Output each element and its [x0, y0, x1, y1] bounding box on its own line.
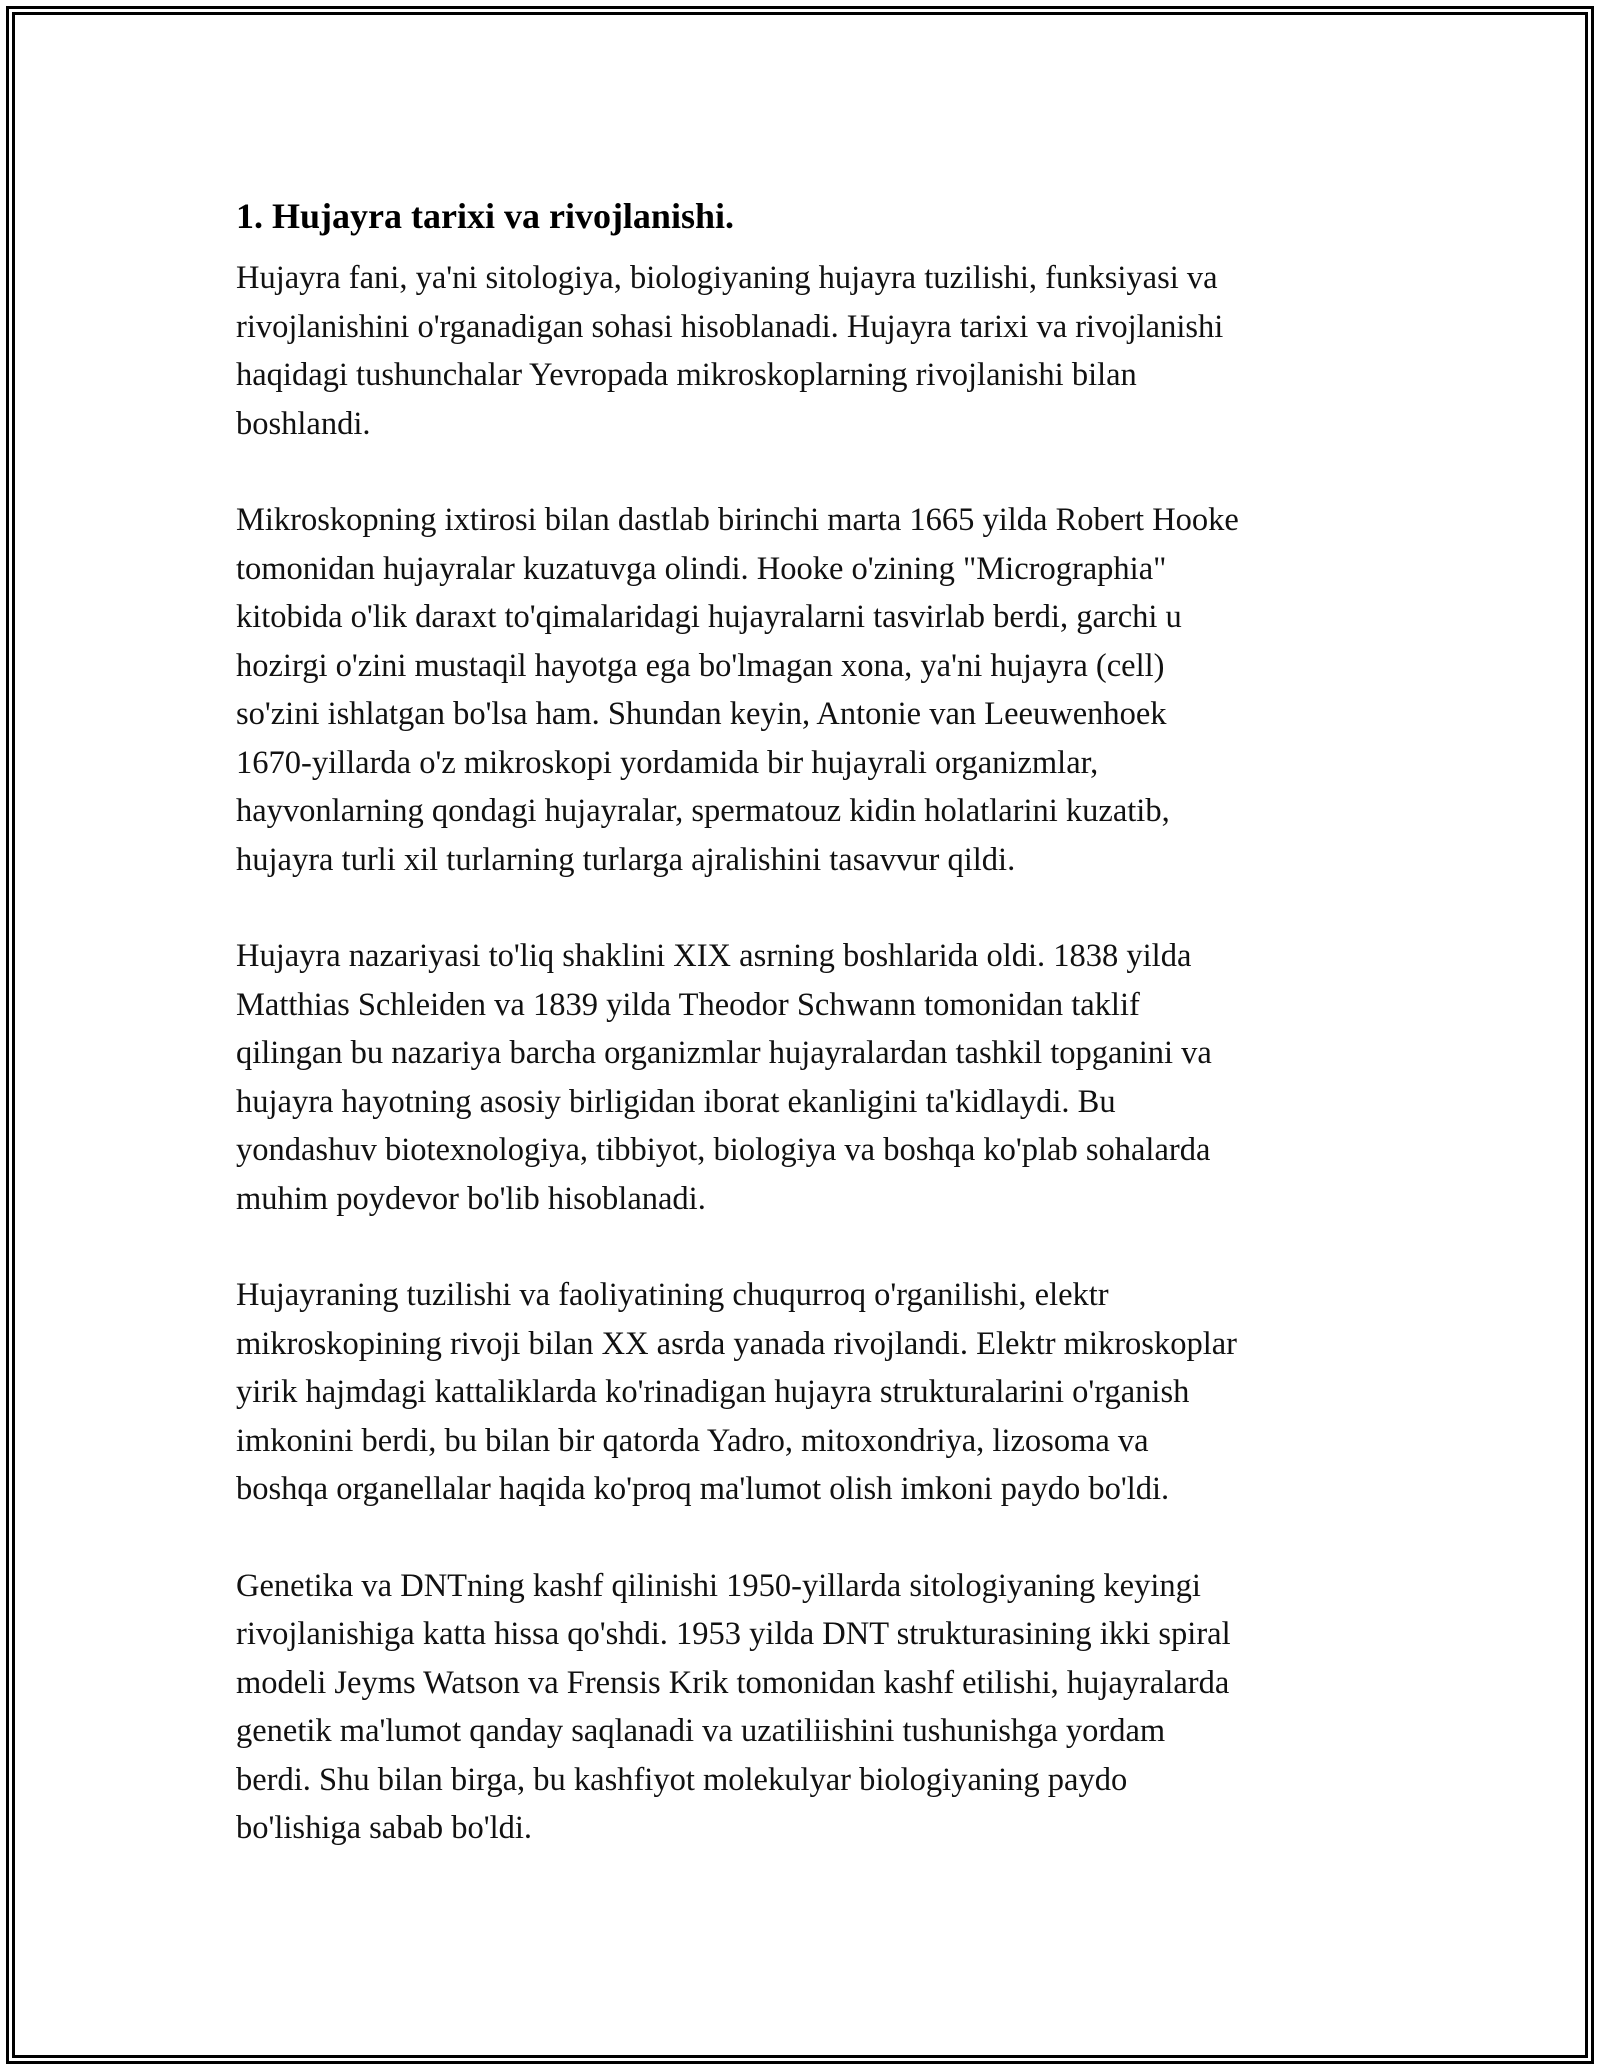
document-body: [236, 190, 1376, 1853]
paragraph-line: yondashuv biotexnologiya, tibbiyot, biologiya va boshqa ko'plab sohalarda: [236, 1132, 1211, 1168]
paragraph-line: tomonidan hujayralar kuzatuvga olindi. Hooke o'zining "Micrographia": [236, 550, 1167, 587]
paragraph-line: kitobida o'lik daraxt to'qimalaridagi hujayralarni tasvirlab berdi, garchi u: [236, 599, 1182, 635]
paragraph: [236, 1271, 1376, 1514]
paragraph-line: modeli Jeyms Watson va Frensis Krik tomonidan kashf etilishi, hujayralarda: [236, 1664, 1230, 1701]
paragraph: [236, 1562, 1376, 1853]
paragraph-line: Mikroskopning ixtirosi bilan dastlab birinchi marta 1665 yilda Robert Hooke: [236, 502, 1239, 538]
paragraph-line: berdi. Shu bilan birga, bu kashfiyot molekulyar biologiyaning paydo: [236, 1761, 1128, 1798]
paragraph-line: rivojlanishini o'rganadigan sohasi hisoblanadi. Hujayra tarixi va rivojlanishi: [236, 308, 1224, 345]
paragraph-line: mikroskopining rivoji bilan XX asrda yanada rivojlandi. Elektr mikroskoplar: [236, 1325, 1237, 1362]
paragraph: [236, 496, 1376, 884]
paragraph-line: hujayra turli xil turlarning turlarga ajralishini tasavvur qildi.: [236, 841, 1016, 878]
paragraph-line: hozirgi o'zini mustaqil hayotga ega bo'lmagan xona, ya'ni hujayra (cell): [236, 647, 1165, 684]
paragraph-line: imkonini berdi, bu bilan bir qatorda Yadro, mitoxondriya, lizosoma va: [236, 1422, 1149, 1459]
paragraph-list: [236, 254, 1376, 1853]
paragraph-line: haqidagi tushunchalar Yevropada mikroskoplarning rivojlanishi bilan: [236, 357, 1137, 393]
paragraph-line: Hujayraning tuzilishi va faoliyatining chuqurroq o'rganilishi, elektr: [236, 1277, 1109, 1313]
paragraph: [236, 254, 1376, 448]
paragraph-line: yirik hajmdagi kattaliklarda ko'rinadigan hujayra strukturalarini o'rganish: [236, 1374, 1190, 1410]
paragraph-line: rivojlanishiga katta hissa qo'shdi. 1953 yilda DNT strukturasining ikki spiral: [236, 1616, 1231, 1652]
paragraph-line: so'zini ishlatgan bo'lsa ham. Shundan keyin, Antonie van Leeuwenhoek: [236, 696, 1167, 732]
paragraph-line: hujayra hayotning asosiy birligidan iborat ekanligini ta'kidlaydi. Bu: [236, 1083, 1116, 1120]
paragraph-line: muhim poydevor bo'lib hisoblanadi.: [236, 1180, 706, 1217]
paragraph-line: Genetika va DNTning kashf qilinishi 1950-yillarda sitologiyaning keyingi: [236, 1567, 1201, 1604]
paragraph-line: 1670-yillarda o'z mikroskopi yordamida bir hujayrali organizmlar,: [236, 744, 1099, 781]
paragraph-line: hayvonlarning qondagi hujayralar, spermatouz kidin holatlarini kuzatib,: [236, 793, 1170, 829]
paragraph-line: Hujayra nazariyasi to'liq shaklini XIX asrning boshlarida oldi. 1838 yilda: [236, 938, 1192, 974]
paragraph-line: Hujayra fani, ya'ni sitologiya, biologiyaning hujayra tuzilishi, funksiyasi va: [236, 260, 1218, 296]
paragraph: [236, 932, 1376, 1223]
paragraph-line: Matthias Schleiden va 1839 yilda Theodor Schwann tomonidan taklif: [236, 986, 1140, 1023]
paragraph-line: genetik ma'lumot qanday saqlanadi va uzatiliishini tushunishga yordam: [236, 1713, 1166, 1749]
section-heading: 1. Hujayra tarixi va rivojlanishi.: [236, 196, 734, 236]
paragraph-line: bo'lishiga sabab bo'ldi.: [236, 1810, 533, 1846]
paragraph-line: boshqa organellalar haqida ko'proq ma'lumot olish imkoni paydo bo'ldi.: [236, 1471, 1170, 1507]
paragraph-line: boshlandi.: [236, 405, 371, 442]
paragraph-line: qilingan bu nazariya barcha organizmlar hujayralardan tashkil topganini va: [236, 1035, 1212, 1071]
